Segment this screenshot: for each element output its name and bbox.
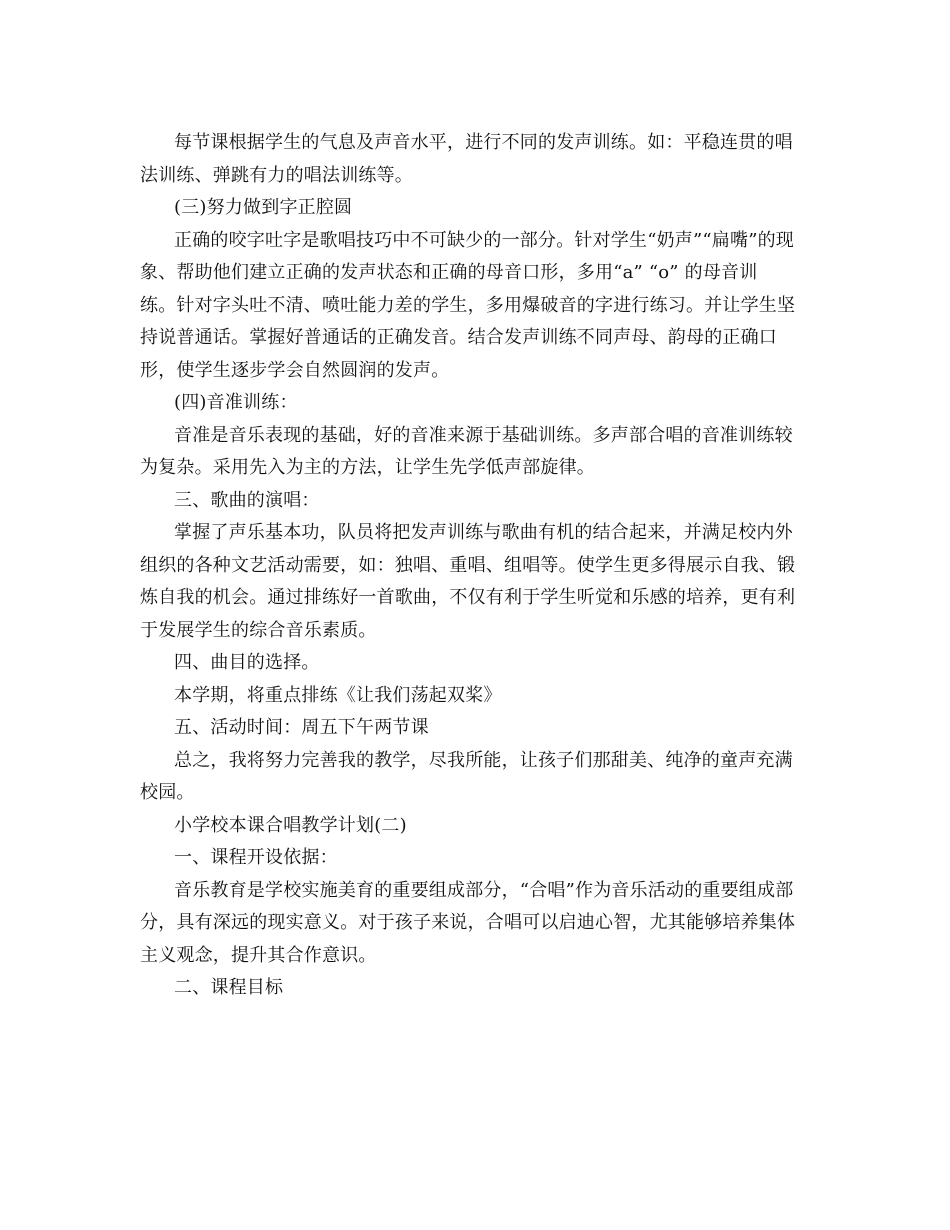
paragraph-line: 持说普通话。掌握好普通话的正确发音。结合发声训练不同声母、韵母的正确口 [140,327,777,348]
paragraph-line: 法训练、弹跳有力的唱法训练等。 [140,164,413,186]
paragraph-line: 形，使学生逐步学会自然圆润的发声。 [140,359,450,381]
document-title: 小学校本课合唱教学计划(二) [174,814,407,836]
document-body [140,127,820,1005]
section-heading: (三)努力做到字正腔圆 [174,197,353,218]
paragraph-line: 象、帮助他们建立正确的发声状态和正确的母音口形，多用“a” “o” 的母音训 [140,262,758,283]
paragraph-line: 总之，我将努力完善我的教学，尽我所能，让孩子们那甜美、纯净的童声充满 [174,749,793,771]
paragraph-line: 炼自我的机会。通过排练好一首歌曲，不仅有利于学生听觉和乐感的培养，更有利 [140,587,796,608]
section-heading: (四)音准训练： [174,392,298,413]
paragraph-line: 主义观念，提升其合作意识。 [140,944,377,966]
paragraph-line: 本学期，将重点排练《让我们荡起双桨》 [174,684,502,706]
paragraph-line: 分，具有深远的现实意义。对于孩子来说，合唱可以启迪心智，尤其能够培养集体 [140,912,796,933]
paragraph-line: 音乐教育是学校实施美育的重要组成部分，“合唱”作为音乐活动的重要组成部 [174,879,794,901]
paragraph-line: 练。针对字头吐不清、喷吐能力差的学生，多用爆破音的字进行练习。并让学生坚 [140,294,796,316]
section-heading: 五、活动时间：周五下午两节课 [174,717,429,738]
paragraph-line: 掌握了声乐基本功，队员将把发声训练与歌曲有机的结合起来，并满足校内外 [174,522,793,543]
paragraph-line: 每节课根据学生的气息及声音水平，进行不同的发声训练。如：平稳连贯的唱 [174,132,793,153]
paragraph-line: 组织的各种文艺活动需要，如：独唱、重唱、组唱等。使学生更多得展示自我、锻 [140,554,796,576]
paragraph-line: 为复杂。采用先入为主的方法，让学生先学低声部旋律。 [140,457,595,478]
paragraph-line: 正确的咬字吐字是歌唱技巧中不可缺少的一部分。针对学生“奶声”“扁嘴”的现 [174,229,795,251]
paragraph-line: 校园。 [140,782,195,803]
section-heading: 二、课程目标 [174,977,284,998]
paragraph-line: 于发展学生的综合音乐素质。 [140,619,377,641]
section-heading: 四、曲目的选择。 [174,652,320,673]
section-heading: 三、歌曲的演唱： [174,489,320,511]
paragraph-line: 音准是音乐表现的基础，好的音准来源于基础训练。多声部合唱的音准训练较 [174,424,793,446]
section-heading: 一、课程开设依据： [174,847,338,868]
